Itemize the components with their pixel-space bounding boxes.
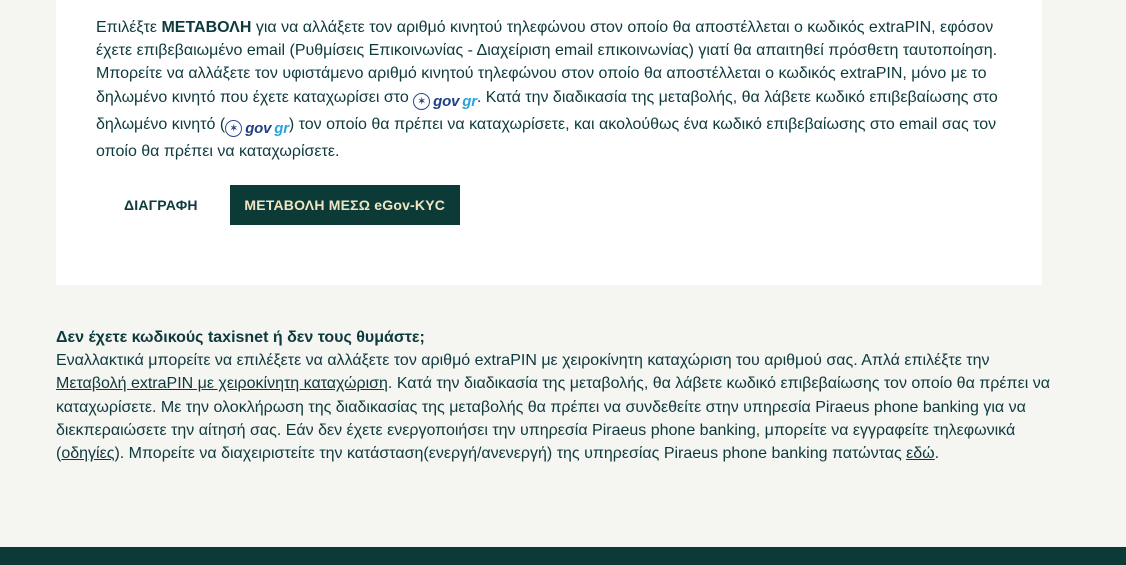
- info-text-1: Εναλλακτικά μπορείτε να επιλέξετε να αλλάξετε τον αριθμό extraPIN με χειροκίνητη καταχώριση του αριθμού σας. Απλά επιλέξτε την: [56, 352, 990, 370]
- extrapin-change-card: [56, 0, 1042, 285]
- desc-text-4: ) τον οποίο θα πρέπει να καταχωρίσετε, και ακολούθως ένα κωδικό επιβεβαίωσης στο email σας τον οποίο θα πρέπει να καταχωρίσετε.: [96, 115, 997, 160]
- manual-change-link[interactable]: Μεταβολή extraPIN με χειροκίνητη καταχώριση: [56, 375, 388, 393]
- info-text-2: . Κατά την διαδικασία της μεταβολής, θα λάβετε κωδικό επιβεβαίωσης τον οποίο θα πρέπει να καταχωρίσετε. Με την ολοκλήρωση της διαδικασίας της μεταβολής θα πρέπει να συνδεθείτε στην υπηρεσία Piraeus phone banking για να διεκπεραιώσετε την αίτησή σας. Εάν δεν έχετε ενεργοποιήσει την υπηρεσία Piraeus phone banking, μπορείτε να εγγραφείτε τηλεφωνικά (: [56, 375, 1050, 463]
- info-question: Δεν έχετε κωδικούς taxisnet ή δεν τους θυμάστε;: [56, 329, 425, 346]
- footer-bar: [0, 547, 1126, 565]
- desc-text-1: Επιλέξτε: [96, 19, 162, 36]
- extrapin-change-description: [96, 16, 1011, 163]
- govgr-logo: ✶ gov gr: [413, 90, 477, 113]
- here-link[interactable]: εδώ: [906, 445, 935, 463]
- desc-text-2: για να αλλάξετε τον αριθμό κινητού τηλεφώνου στον οποίο θα αποστέλλεται ο κωδικός extraPIN, εφόσον έχετε επιβεβαιωμένο email (Ρυθμίσεις Επικοινωνίας - Διαχείριση email επικοινωνίας) γιατί θα απαιτηθεί πρόσθετη ταυτοποίηση. Μπορείτε να αλλάξετε τον υφιστάμενο αριθμό κινητού τηλεφώνου στον οποίο θα αποστέλλεται ο κωδικός extraPIN, μόνο με το δηλωμένο κινητό που έχετε καταχωρίσει στο: [96, 19, 998, 106]
- change-via-egov-kyc-button[interactable]: ΜΕΤΑΒΟΛΗ ΜΕΣΩ eGov-KYC: [230, 185, 460, 225]
- info-text-4: .: [934, 445, 940, 463]
- instructions-link[interactable]: οδηγίες: [61, 445, 115, 463]
- govgr-logo-inline: ✶ gov gr: [225, 117, 289, 140]
- card-actions: [124, 185, 460, 225]
- no-taxisnet-info: [56, 326, 1056, 465]
- greek-state-seal-icon: ✶: [225, 120, 242, 137]
- desc-text-3: . Κατά την διαδικασία της μεταβολής, θα λάβετε κωδικό επιβεβαίωσης στο δηλωμένο κινητό (: [96, 88, 998, 133]
- greek-state-seal-icon: ✶: [413, 93, 430, 110]
- desc-bold-change: ΜΕΤΑΒΟΛΗ: [161, 19, 252, 36]
- info-text-3: ). Μπορείτε να διαχειριστείτε την κατάσταση(ενεργή/ανενεργή) της υπηρεσίας Piraeus phone banking πατώντας: [114, 445, 907, 463]
- delete-button[interactable]: ΔΙΑΓΡΑΦΗ: [124, 197, 198, 213]
